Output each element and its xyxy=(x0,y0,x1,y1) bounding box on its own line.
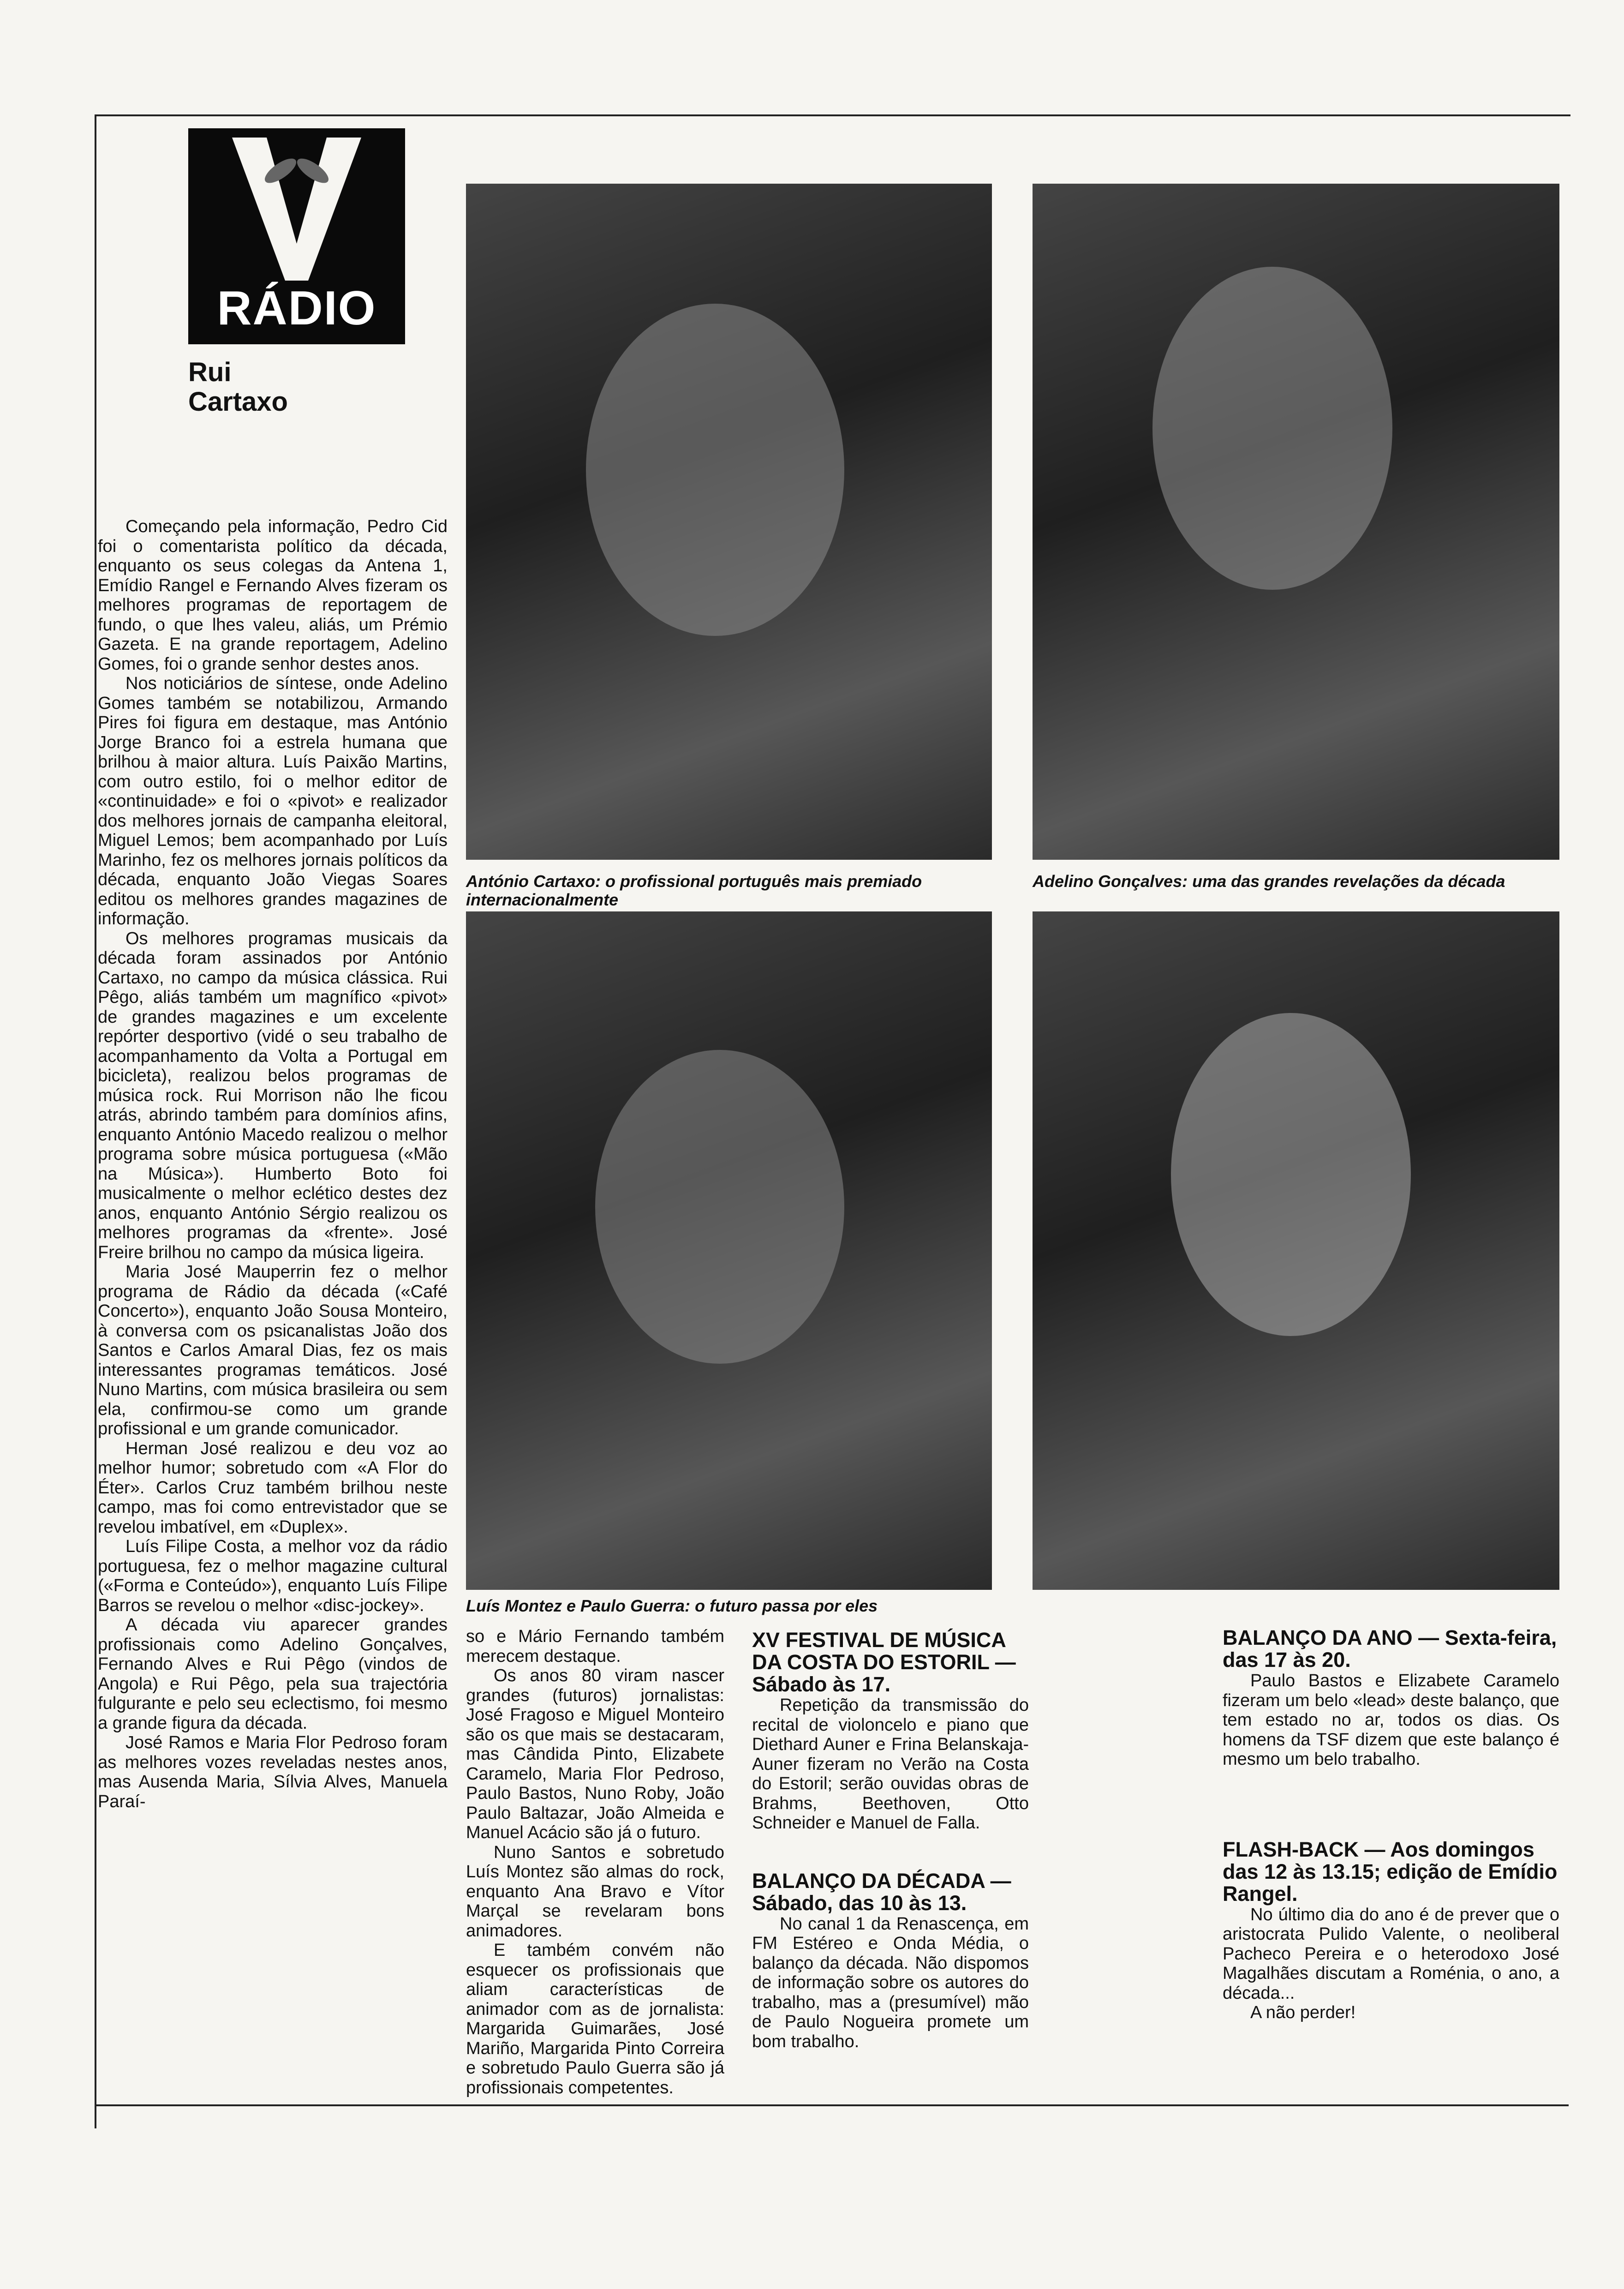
photo-antonio-cartaxo xyxy=(466,184,992,860)
article-paragraph: Herman José realizou e deu voz ao melhor humor; sobretudo com «A Flor do Éter». Carlos Cruz também brilhou neste campo, mas foi como entrevistador que se revelou imbatível, em «Duplex». xyxy=(98,1438,448,1537)
author-first-name: Rui xyxy=(188,357,232,387)
article-paragraph: Nuno Santos e sobretudo Luís Montez são almas do rock, enquanto Ana Bravo e Vítor Marçal se revelaram bons animadores. xyxy=(466,1842,724,1941)
portrait-photo-icon xyxy=(1152,267,1392,590)
fly-v-icon xyxy=(188,128,405,294)
programme-heading: BALANÇO DA DÉCADA — Sábado, das 10 às 13. xyxy=(752,1869,1011,1915)
article-column-1 xyxy=(98,517,448,1811)
programme-text: Paulo Bastos e Elizabete Caramelo fizeram um belo «lead» deste balanço, que tem estado no ar, todos os dias. Os homens da TSF dizem que este balanço é mesmo um belo trabalho. xyxy=(1223,1671,1559,1769)
photo-adelino-goncalves xyxy=(1033,184,1559,860)
article-paragraph: Luís Filipe Costa, a melhor voz da rádio portuguesa, fez o melhor magazine cultural («Forma e Conteúdo»), enquanto Luís Filipe Barros se revelou o melhor «disc-jockey». xyxy=(98,1537,448,1615)
photo-luis-montez xyxy=(466,911,992,1590)
article-paragraph: José Ramos e Maria Flor Pedroso foram as melhores vozes reveladas nestes anos, mas Ausenda Maria, Sílvia Alves, Manuela Paraí- xyxy=(98,1733,448,1811)
article-paragraph: so e Mário Fernando também merecem destaque. xyxy=(466,1627,724,1666)
photo-caption: António Cartaxo: o profissional português mais premiado internacionalmente xyxy=(466,872,922,909)
bottom-rule xyxy=(95,2104,1569,2106)
listings-column-4 xyxy=(1223,1627,1559,2023)
programme-text: A não perder! xyxy=(1250,2003,1356,2022)
author-byline xyxy=(188,358,288,417)
article-paragraph: Os anos 80 viram nascer grandes (futuros) jornalistas: José Fragoso e Miguel Monteiro são os que mais se destacaram, mas Cândida Pinto, Elizabete Caramelo, Maria Flor Pedroso, Paulo Bastos, Nuno Roby, João Paulo Baltazar, João Almeida e Manuel Acácio são já o futuro. xyxy=(466,1666,724,1842)
programme-text: No canal 1 da Renascença, em FM Estéreo e Onda Média, o balanço da década. Não dispomos de informação sobre os autores do trabalho, mas a (presumível) mão de Paulo Nogueira promete um bom trabalho. xyxy=(752,1914,1029,2051)
article-paragraph: Começando pela informação, Pedro Cid foi o comentarista político da década, enquanto os seus colegas da Antena 1, Emídio Rangel e Fernando Alves fizeram os melhores programas de reportagem de fundo, o que lhes valeu, aliás, um Prémio Gazeta. E na grande reportagem, Adelino Gomes, foi o grande senhor destes anos. xyxy=(98,517,448,674)
article-paragraph: Maria José Mauperrin fez o melhor programa de Rádio da década («Café Concerto»), enquanto João Sousa Monteiro, à conversa com os psicanalistas João dos Santos e Carlos Amaral Dias, fez os mais interessantes programas temáticos. José Nuno Martins, com música brasileira ou sem ela, confirmou-se como um grande profissional e um grande comunicador. xyxy=(98,1262,448,1438)
programme-heading: FLASH-BACK — Aos domingos das 12 às 13.15; edição de Emídio Rangel. xyxy=(1223,1837,1558,1906)
portrait-photo-icon xyxy=(595,1050,844,1364)
programme-heading: XV FESTIVAL DE MÚSICA DA COSTA DO ESTORIL — Sábado às 17. xyxy=(752,1628,1016,1696)
article-paragraph: Nos noticiários de síntese, onde Adelino Gomes também se notabilizou, Armando Pires foi figura em destaque, mas António Jorge Branco foi a estrela humana que brilhou à maior altura. Luís Paixão Martins, com outro estilo, foi o melhor editor de «continuidade» e foi o «pivot» e realizador dos melhores jornais de campanha eleitoral, Miguel Lemos; bem acompanhado por Luís Marinho, fez os melhores jornais políticos da década, enquanto João Viegas Soares editou os melhores grandes magazines de informação. xyxy=(98,674,448,929)
listings-column-3 xyxy=(752,1629,1029,2051)
photo-paulo-guerra xyxy=(1033,911,1559,1590)
portrait-photo-icon xyxy=(586,304,844,636)
radio-section-logo xyxy=(188,128,405,344)
article-column-2 xyxy=(466,1627,724,2097)
programme-text: Repetição da transmissão do recital de violoncelo e piano que Diethard Auner e Frina Belanskaja-Auner fizeram no Verão na Costa do Estoril; serão ouvidas obras de Brahms, Beethoven, Otto Schneider e Manuel de Falla. xyxy=(752,1696,1029,1833)
photo-caption: Adelino Gonçalves: uma das grandes revelações da década xyxy=(1033,872,1505,891)
section-title: RÁDIO xyxy=(217,282,376,335)
article-paragraph: Os melhores programas musicais da década foram assinados por António Cartaxo, no campo da música clássica. Rui Pêgo, aliás também um magnífico «pivot» de grandes magazines e um excelente repórter desportivo (vidé o seu trabalho de acompanhamento da Volta a Portugal em bicicleta), realizou belos programas de música rock. Rui Morrison não lhe ficou atrás, abrindo também para domínios afins, enquanto António Macedo realizou o melhor programa sobre música portuguesa («Mão na Música»). Humberto Boto foi musicalmente o melhor eclético destes dez anos, enquanto António Sérgio realizou os melhores programas da «frente». José Freire brilhou no campo da música ligeira. xyxy=(98,929,448,1262)
article-paragraph: A década viu aparecer grandes profissionais como Adelino Gonçalves, Fernando Alves e Rui Pêgo (vindos de Angola) e Rui Pêgo, pela sua trajectória fulgurante e pelo seu eclectismo, foi mesmo a grande figura da década. xyxy=(98,1615,448,1733)
article-paragraph: E também convém não esquecer os profissionais que aliam características de animador com as de jornalista: Margarida Guimarães, José Mariño, Margarida Pinto Correira e sobretudo Paulo Guerra são já profissionais competentes. xyxy=(466,1941,724,2097)
photo-caption: Luís Montez e Paulo Guerra: o futuro passa por eles xyxy=(466,1596,878,1615)
author-last-name: Cartaxo xyxy=(188,387,288,417)
programme-text: No último dia do ano é de prever que o aristocrata Pulido Valente, o neoliberal Pacheco Pereira e o heterodoxo José Magalhães discutam a Roménia, o ano, a década... xyxy=(1223,1905,1559,2003)
programme-heading: BALANÇO DA ANO — Sexta-feira, das 17 às 20. xyxy=(1223,1626,1557,1672)
portrait-photo-icon xyxy=(1171,1013,1411,1336)
